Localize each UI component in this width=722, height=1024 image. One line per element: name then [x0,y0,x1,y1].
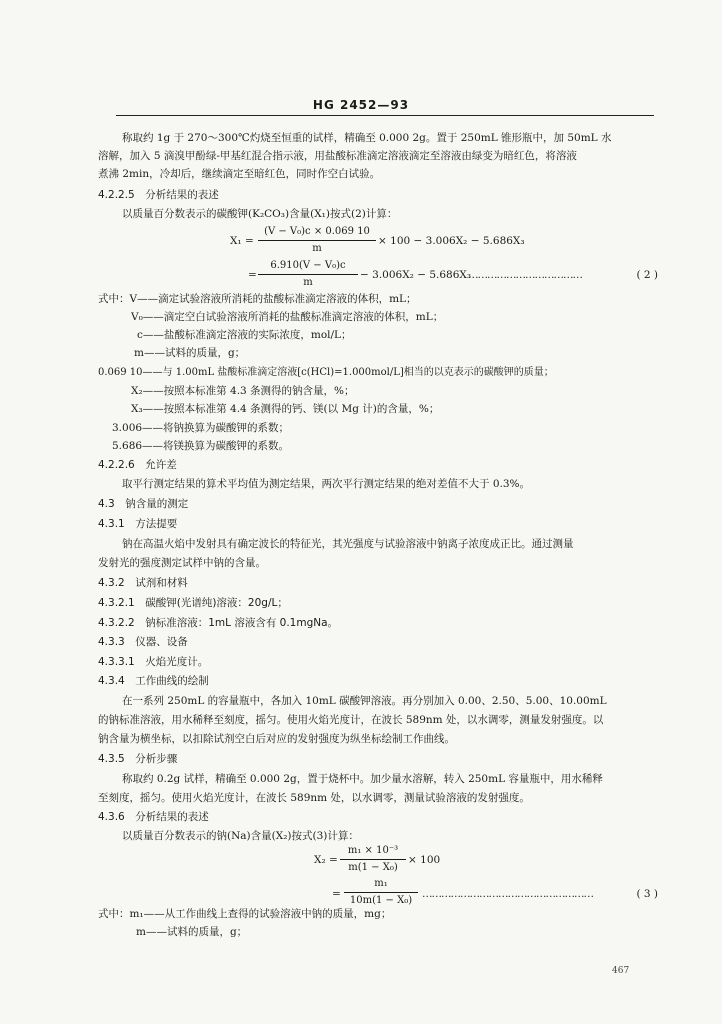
paragraph-line: 以质量百分数表示的钠(Na)含量(X₂)按式(3)计算： [122,830,359,842]
where-line: m——试料的质量，g； [136,926,248,938]
paragraph-line: 煮沸 2min，冷却后，继续滴定至暗红色，同时作空白试验。 [98,168,381,180]
section-heading: 4.2.2.5 分析结果的表述 [98,189,219,201]
eq2-tail-2: − 3.006X₂ − 5.686X₃ [360,269,472,281]
eq2-numerator: (V − V₀)c × 0.069 10 [264,226,370,237]
section-heading: 4.3.2.1 碳酸钾(光谱纯)溶液：20g/L； [98,597,288,609]
where-line: m——试料的质量，g； [134,347,246,359]
leader-dots: ……………………………… [468,269,582,281]
paragraph-line: 在一系列 250mL 的容量瓶中，各加入 10mL 碳酸钾溶液。再分别加入 0.00、2.50、5.00、10.00mL [122,695,607,707]
paragraph-line: 称取约 1g 于 270～300℃灼烧至恒重的试样，精确至 0.000 2g。置于 250mL 锥形瓶中，加 50mL 水 [122,132,612,144]
eq2-equals: = [248,269,257,281]
paragraph-line: 溶解，加入 5 滴溴甲酚绿-甲基红混合指示液，用盐酸标准滴定溶液滴定至溶液由绿变为暗红色，将溶液 [98,150,577,162]
eq2-numerator-2: 6.910(V − V₀)c [270,260,346,271]
paragraph-line: 以质量百分数表示的碳酸钾(K₂CO₃)含量(X₁)按式(2)计算： [122,208,398,220]
paragraph-line: 至刻度，摇匀。使用火焰光度计，在波长 589nm 处，以水调零，测量试验溶液的发射强度。 [98,792,530,804]
where-line: X₃——按照本标准第 4.4 条测得的钙、镁(以 Mg 计)的含量，%； [131,403,440,415]
eq3-equals: = [332,888,341,900]
section-heading: 4.3 钠含量的测定 [98,498,189,510]
section-heading: 4.3.3.1 火焰光度计。 [98,656,209,668]
where-line: 0.069 10——与 1.00mL 盐酸标准滴定溶液[c(HCl)=1.000mol/L]相当的以克表示的碳酸钾的质量； [98,367,554,378]
equation-number: ( 3 ) [636,888,658,900]
section-heading: 4.3.5 分析步骤 [98,753,178,765]
where-line: c——盐酸标准滴定溶液的实际浓度，mol/L； [137,329,352,341]
paragraph-line: 钠在高温火焰中发射具有确定波长的特征光，其光强度与试验溶液中钠离子浓度成正比。通过测量 [122,538,574,550]
paragraph-line: 取平行测定结果的算术平均值为测定结果，两次平行测定结果的绝对差值不大于 0.3%。 [122,478,531,490]
where-line: 式中：m₁——从工作曲线上查得的试验溶液中钠的质量，mg； [98,908,392,920]
eq2-denominator-2: m [303,277,313,288]
paragraph-line: 钠含量为横坐标，以扣除试剂空白后对应的发射强度为纵坐标绘制工作曲线。 [98,733,455,745]
fraction-bar [258,274,358,275]
header-rule [116,115,654,116]
fraction-bar [258,240,376,241]
eq3-numerator: m₁ × 10⁻³ [347,845,399,856]
eq3-lhs: X₂ = [314,854,338,866]
eq3-denominator: m(1 − X₀) [348,862,398,873]
eq3-tail: × 100 [408,854,441,866]
page-number: 467 [612,966,630,976]
where-line: V₀——滴定空白试验溶液所消耗的盐酸标准滴定溶液的体积，mL； [131,311,444,323]
section-heading: 4.3.3 仪器、设备 [98,636,188,648]
paragraph-line: 的钠标准溶液，用水稀释至刻度，摇匀。使用火焰光度计，在波长 589nm 处，以水调零，测量发射强度。以 [98,714,604,726]
eq2-denominator: m [312,243,322,254]
section-heading: 4.3.4 工作曲线的绘制 [98,675,209,687]
eq3-numerator-2: m₁ [374,878,388,889]
paragraph-line: 称取约 0.2g 试样，精确至 0.000 2g，置于烧杯中。加少量水溶解，转入 250mL 容量瓶中，用水稀释 [122,773,603,785]
where-line: X₂——按照本标准第 4.3 条测得的钠含量，%； [131,385,355,397]
eq3-denominator-2: 10m(1 − X₀) [349,895,413,906]
section-heading: 4.3.1 方法提要 [98,518,178,530]
where-line: 5.686——将镁换算为碳酸钾的系数。 [112,440,290,452]
section-heading: 4.2.2.6 允许差 [98,459,177,471]
equation-number: ( 2 ) [636,269,658,281]
where-line: 3.006——将钠换算为碳酸钾的系数； [112,422,290,434]
eq2-lhs: X₁ = [230,235,254,247]
paragraph-line: 发射光的强度测定试样中钠的含量。 [98,557,266,569]
fraction-bar [344,892,418,893]
section-heading: 4.3.2.2 钠标准溶液：1mL 溶液含有 0.1mgNa。 [98,617,339,629]
section-heading: 4.3.2 试剂和材料 [98,577,188,589]
where-line: 式中：V——滴定试验溶液所消耗的盐酸标准滴定溶液的体积，mL； [98,293,417,305]
standard-code-header: HG 2452—93 [312,98,410,112]
leader-dots: ……………………………………………… [422,888,593,900]
fraction-bar [340,859,406,860]
eq2-tail: × 100 − 3.006X₂ − 5.686X₃ [378,235,525,247]
section-heading: 4.3.6 分析结果的表述 [98,811,209,823]
